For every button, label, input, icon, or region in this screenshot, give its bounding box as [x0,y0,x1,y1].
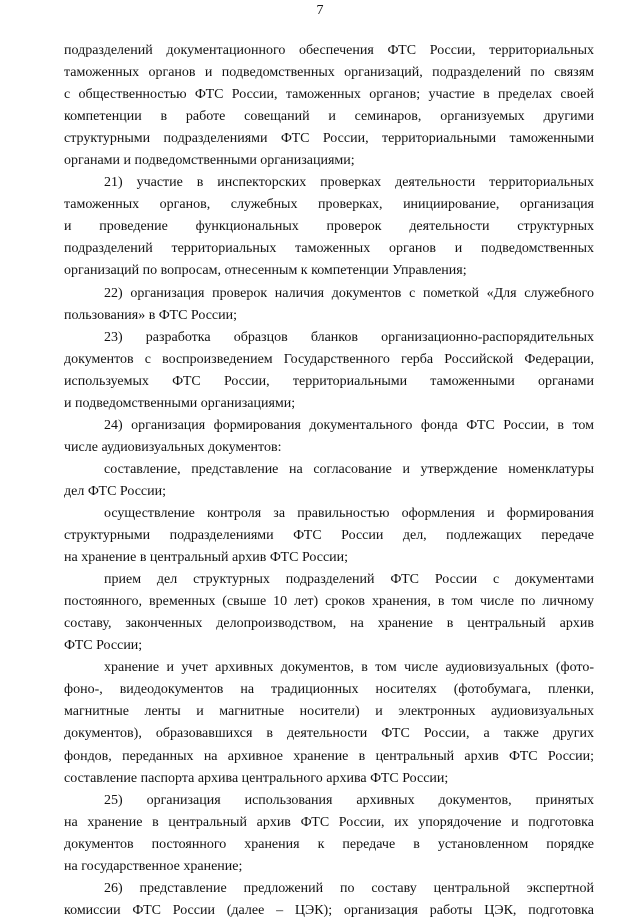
text-line: пользования» в ФТС России; [64,307,237,323]
text-line: 25) организация использования архивных документов, принятых [104,792,594,808]
text-line: органами и подведомственными организациями; [64,153,355,169]
paragraph-item-21 [0,172,640,282]
text-line: подразделений территориальных таможенных органов и подведомственных [64,241,594,257]
text-line: составу, законченных делопроизводством, на хранение в центральный архив [64,616,594,632]
text-line: структурными подразделениями ФТС России, территориальными таможенными [64,131,594,147]
text-line: постоянного, временных (свыше 10 лет) сроков хранения, в том числе по личному [64,594,594,610]
text-line: и подведомственными организациями; [64,395,296,411]
text-line: фоно-, видеодокументов на традиционных носителях (фотобумага, пленки, [64,682,594,698]
text-line: хранение и учет архивных документов, в том числе аудиовизуальных (фото- [104,660,594,676]
document-body [0,40,640,922]
paragraph-item-22 [0,283,640,327]
paragraph-item-24-acceptance [0,569,640,657]
text-line: 24) организация формирования документального фонда ФТС России, в том [104,417,594,433]
text-line: таможенных органов и подведомственных организаций, подразделений по связям [64,65,594,81]
text-line: магнитные ленты и магнитные носители) и электронных аудиовизуальных [64,704,594,720]
text-line: 23) разработка образцов бланков организационно-распорядительных [104,329,594,345]
text-line: подразделений документационного обеспечения ФТС России, территориальных [64,43,594,58]
text-line: на хранение в центральный архив ФТС России; [64,550,349,566]
paragraph-item-25 [0,790,640,878]
text-line: 22) организация проверок наличия документов с пометкой «Для служебного [104,285,594,301]
text-line: 26) представление предложений по составу центральной экспертной [104,880,594,896]
text-line: документов с воспроизведением Государственного герба Российской Федерации, [64,351,594,367]
text-line: организаций по вопросам, отнесенным к компетенции Управления; [64,263,467,279]
text-line: документов), образовавшихся в деятельности ФТС России, а также других [64,726,594,742]
text-line: осуществление контроля за правильностью оформления и формирования [104,505,594,521]
page-number: 7 [316,3,324,18]
text-line: на хранение в центральный архив ФТС России, их упорядочение и подготовка [64,814,594,830]
text-line: числе аудиовизуальных документов: [64,439,282,455]
text-line: ФТС России; [64,638,143,654]
paragraph-item-24-nomenclature [0,459,640,503]
paragraph-item-26 [0,878,640,922]
text-line: дел ФТС России; [64,483,167,499]
text-line: составление паспорта архива центрального архива ФТС России; [64,770,449,786]
text-line: фондов, переданных на архивное хранение в центральный архив ФТС России; [64,748,594,764]
text-line: и проведение функциональных проверок деятельности структурных [64,219,594,235]
paragraph-item-24-control [0,503,640,569]
text-line: на государственное хранение; [64,858,243,874]
text-line: таможенных органов, служебных проверках, инициирование, организация [64,197,594,213]
text-line: структурными подразделениями ФТС России дел, подлежащих передаче [64,528,594,544]
text-line: комиссии ФТС России (далее – ЦЭК); организация работы ЦЭК, подготовка [64,902,594,918]
text-line: прием дел структурных подразделений ФТС России с документами [104,572,594,588]
text-line: с общественностью ФТС России, таможенных органов; участие в пределах своей [64,87,594,103]
paragraph-item-24-storage [0,657,640,789]
text-line: составление, представление на согласование и утверждение номенклатуры [104,461,594,477]
text-line: компетенции в работе совещаний и семинаров, организуемых другими [64,109,594,125]
paragraph-continuation [0,40,640,172]
paragraph-item-24 [0,415,640,459]
paragraph-item-23 [0,327,640,415]
text-line: используемых ФТС России, территориальными таможенными органами [64,373,594,389]
text-line: 21) участие в инспекторских проверках деятельности территориальных [104,175,594,191]
text-line: документов постоянного хранения к передаче в установленном порядке [64,836,594,852]
